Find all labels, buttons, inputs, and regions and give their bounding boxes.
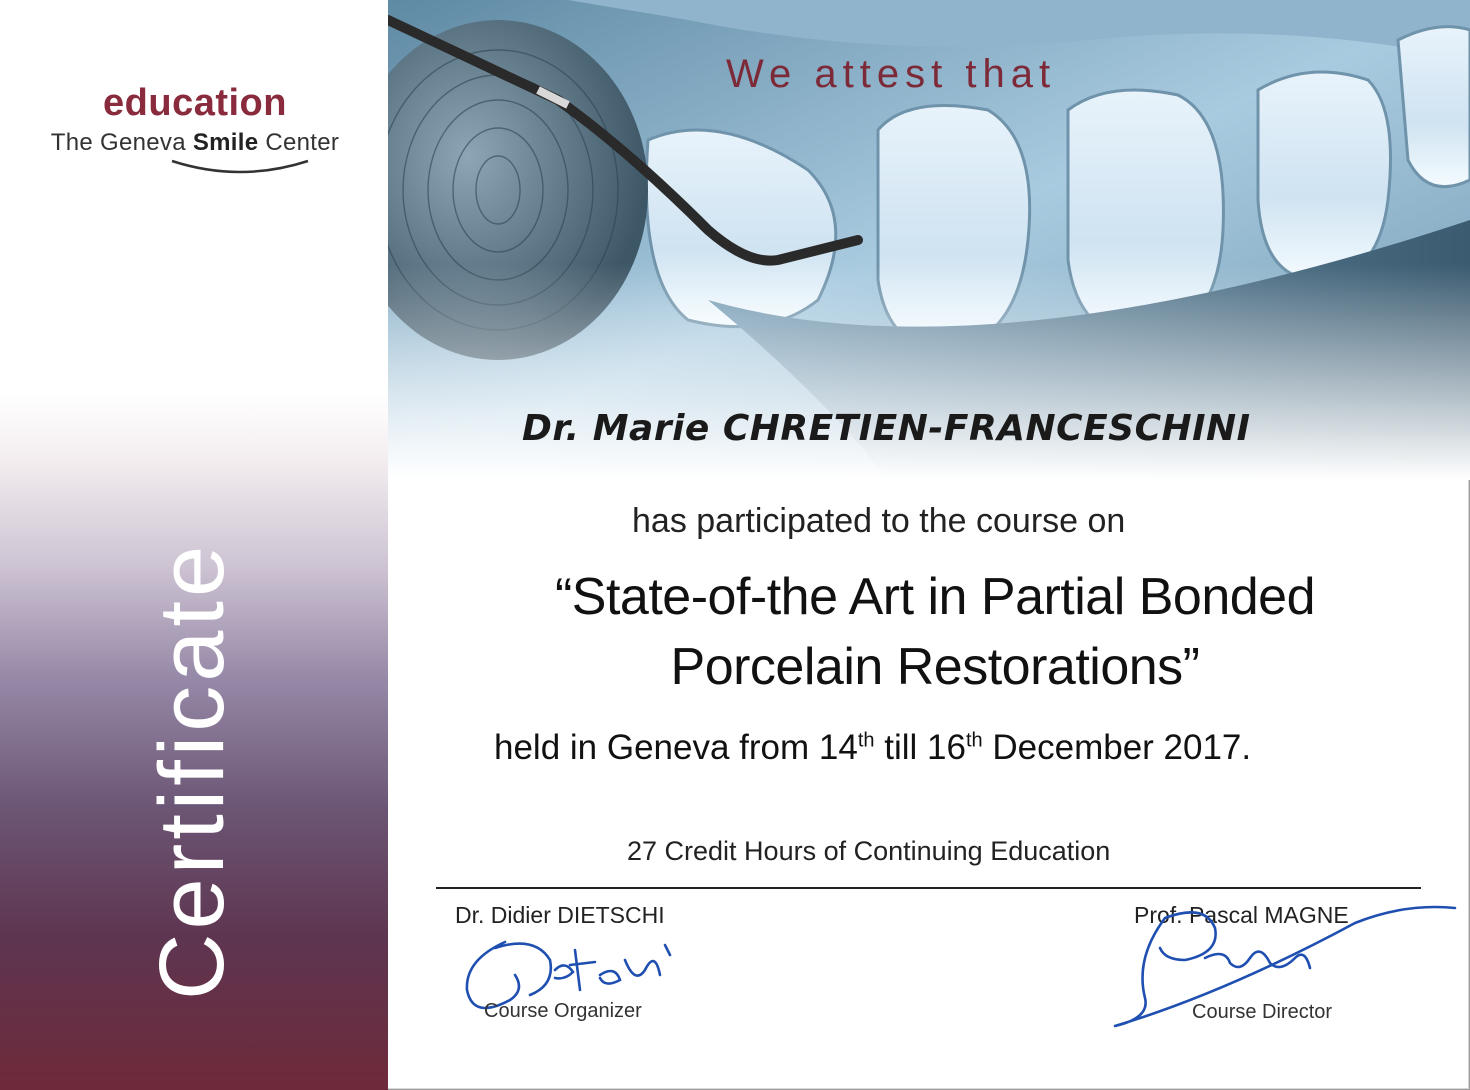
held-middle: till 16 bbox=[874, 728, 966, 767]
certificate-vertical-title: Certificate bbox=[141, 541, 243, 1000]
attest-heading: We attest that bbox=[726, 52, 1057, 96]
course-title bbox=[440, 562, 1430, 702]
signatory-right-role: Course Director bbox=[1192, 1001, 1333, 1023]
credit-hours-text: 27 Credit Hours of Continuing Education bbox=[627, 836, 1111, 866]
signatory-left-name: Dr. Didier DIETSCHI bbox=[455, 902, 665, 928]
held-suffix: December 2017. bbox=[982, 728, 1252, 767]
participation-text: has participated to the course on bbox=[632, 502, 1126, 540]
brand-block bbox=[20, 82, 370, 175]
held-sup2: th bbox=[965, 729, 983, 752]
held-prefix: held in Geneva from 14 bbox=[494, 728, 858, 767]
brand-subtitle bbox=[20, 129, 370, 157]
left-gradient-band bbox=[0, 0, 388, 1090]
held-date-text bbox=[494, 728, 1251, 768]
brand-subtitle-part1: The Geneva bbox=[50, 129, 193, 156]
signatory-left-role: Course Organizer bbox=[484, 1000, 642, 1022]
signature-divider bbox=[436, 887, 1421, 889]
signatory-right-name: Prof. Pascal MAGNE bbox=[1134, 902, 1349, 928]
brand-education-label: education bbox=[103, 82, 287, 124]
recipient-name: Dr. Marie CHRETIEN-FRANCESCHINI bbox=[522, 408, 1251, 449]
course-title-line1: “State-of-the Art in Partial Bonded bbox=[554, 568, 1316, 626]
course-title-line2: Porcelain Restorations” bbox=[670, 638, 1200, 696]
held-sup1: th bbox=[857, 729, 875, 752]
brand-subtitle-part2: Center bbox=[258, 129, 340, 156]
smile-arc-icon bbox=[170, 157, 310, 175]
brand-subtitle-bold: Smile bbox=[192, 129, 259, 156]
